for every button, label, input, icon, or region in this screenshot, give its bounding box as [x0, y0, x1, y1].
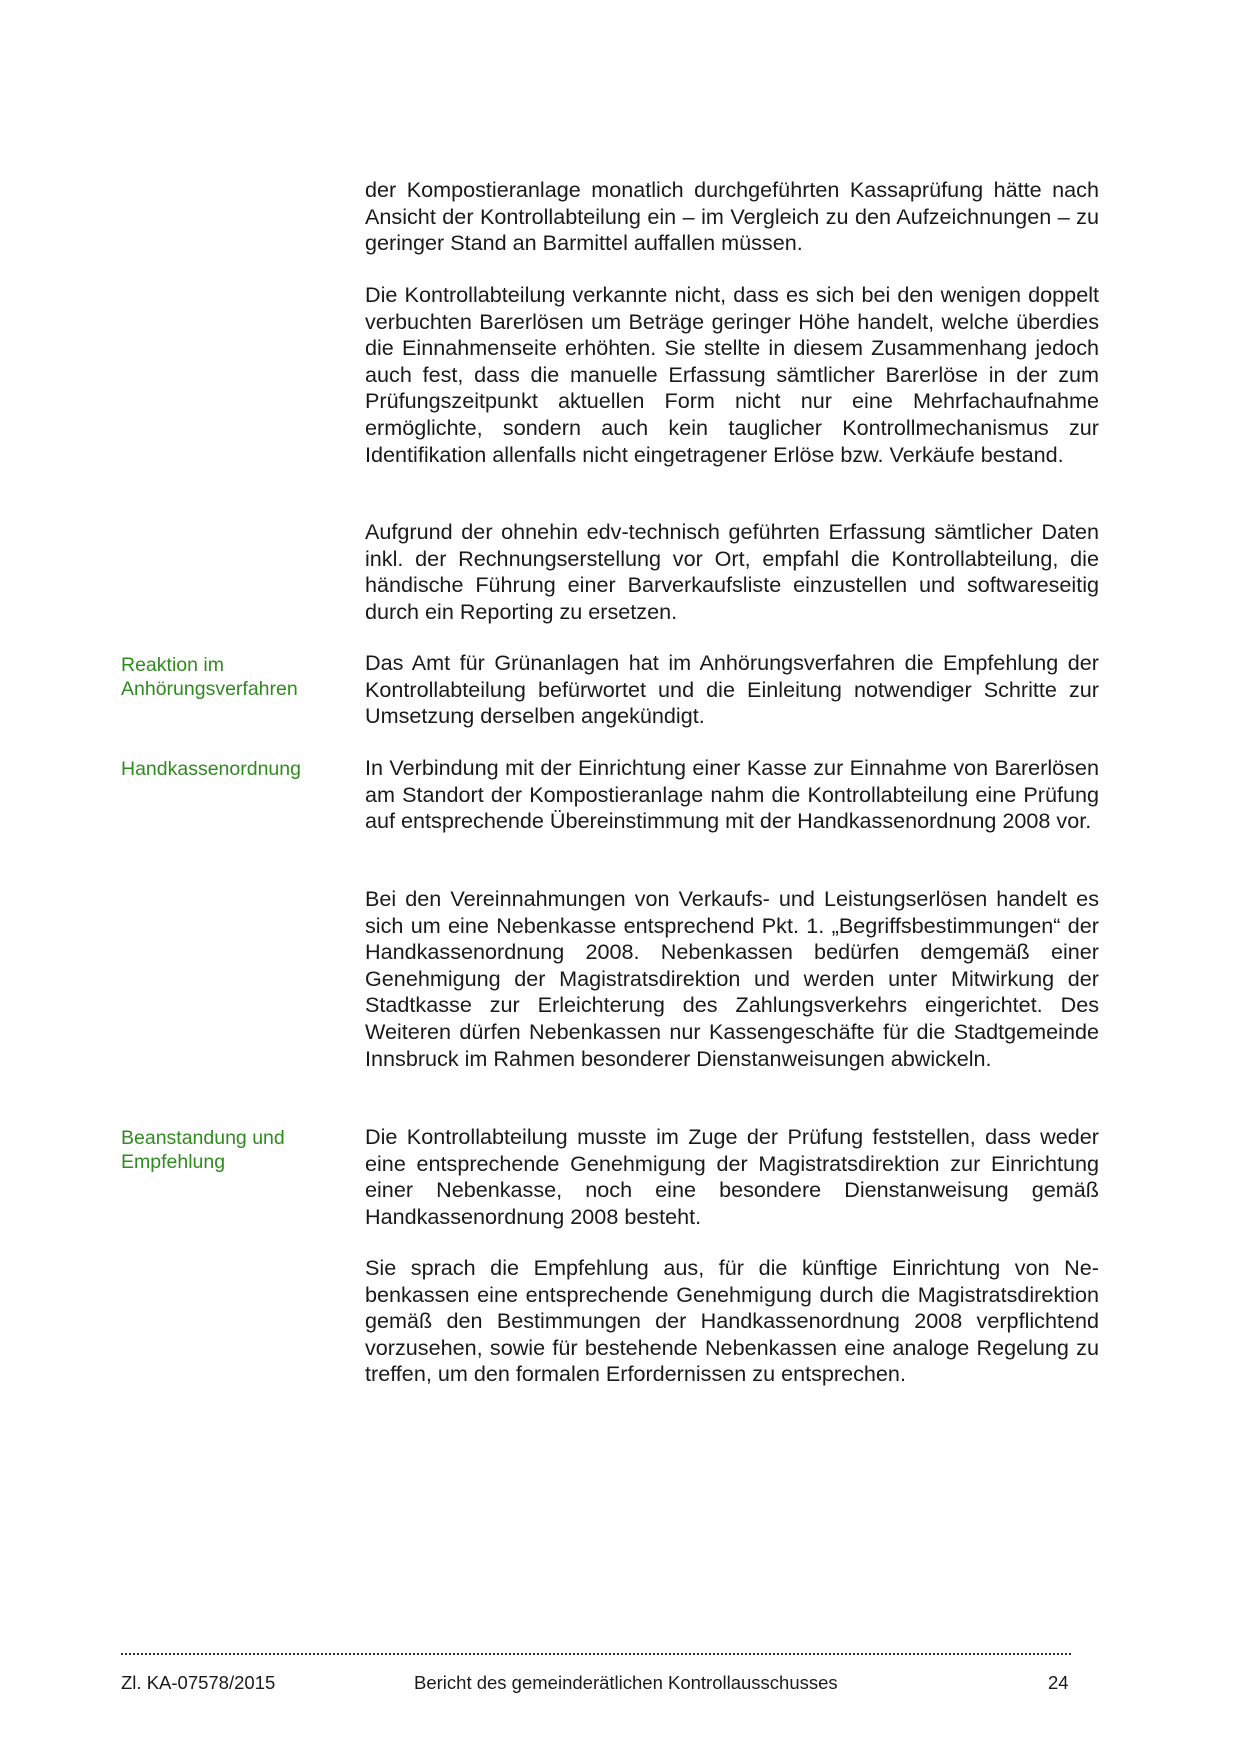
side-label-handkassenordnung-line-1: Handkassenordnung	[121, 758, 301, 780]
body-paragraph-6: Bei den Vereinnahmungen von Verkaufs- und Leistungserlösen handelt es sich um eine Nebenkasse entsprechend Pkt. 1. „Begriffsbestimmungen“ der Handkassenordnung 2008. Nebenkassen bedürfen demgemäß einer Genehmigung der Magistratsdirektion und werden unter Mitwirkung der Stadtkasse zur Erleichterung des Zahlungsverkehrs eingerichtet. Des Weiteren dürfen Nebenkassen nur Kassengeschäfte für die Stadtgemeinde Innsbruck im Rahmen besonderer Dienstanweisungen abwickeln.	[365, 886, 1099, 1071]
body-paragraph-8: Sie sprach die Empfehlung aus, für die künftige Einrichtung von Nebenkassen eine entsprechende Genehmigung durch die Magistratsdirektion gemäß den Bestimmungen der Handkassenordnung 2008 verpflichtend vorzusehen, sowie für bestehende Nebenkassen eine analoge Regelung zu treffen, um den formalen Erfordernissen zu entsprechen.	[365, 1255, 1099, 1387]
side-label-reaktion	[121, 653, 331, 701]
body-paragraph-1: der Kompostieranlage monatlich durchgeführten Kassaprüfung hätte nach Ansicht der Kontrollabteilung ein – im Vergleich zu den Aufzeichnungen – zu geringer Stand an Barmittel auffallen müssen.	[365, 177, 1099, 256]
side-label-beanstandung	[121, 1126, 331, 1174]
body-paragraph-2: Die Kontrollabteilung verkannte nicht, dass es sich bei den wenigen doppelt verbuchten Barerlösen um Beträge geringer Höhe handelt, welche überdies die Einnahmenseite erhöhten. Sie stellte in diesem Zusammenhang jedoch auch fest, dass die manuelle Erfassung sämtlicher Barerlöse in der zum Prüfungszeitpunkt aktuellen Form nicht nur eine Mehrfachaufnahme ermöglichte, sondern auch kein tauglicher Kontrollmechanismus zur Identifikation allenfalls nicht eingetragener Erlöse bzw. Verkäufe bestand.	[365, 282, 1099, 467]
footer-page-number: 24	[1048, 1672, 1069, 1693]
side-label-reaktion-line-2: Anhörungsverfahren	[121, 678, 298, 700]
side-label-beanstandung-line-2: Empfehlung	[121, 1151, 226, 1173]
side-label-reaktion-line-1: Reaktion im	[121, 654, 224, 676]
side-label-handkassenordnung	[121, 757, 331, 781]
footer-reference: Zl. KA-07578/2015	[121, 1672, 276, 1693]
body-paragraph-7: Die Kontrollabteilung musste im Zuge der Prüfung feststellen, dass weder eine entsprechende Genehmigung der Magistratsdirektion zur Einrichtung einer Nebenkasse, noch eine besondere Dienstanweisung gemäß Handkassenordnung 2008 besteht.	[365, 1124, 1099, 1229]
footer-divider	[121, 1653, 1071, 1655]
side-label-beanstandung-line-1: Beanstandung und	[121, 1127, 285, 1149]
body-paragraph-5: In Verbindung mit der Einrichtung einer Kasse zur Einnahme von Barerlösen am Standort der Kompostieranlage nahm die Kontrollabteilung eine Prüfung auf entsprechende Übereinstimmung mit der Handkassenordnung 2008 vor.	[365, 755, 1099, 834]
body-paragraph-3: Aufgrund der ohnehin edv-technisch geführten Erfassung sämtlicher Daten inkl. der Rechnungserstellung vor Ort, empfahl die Kontrollabteilung, die händische Führung einer Barverkaufsliste einzustellen und softwareseitig durch ein Reporting zu ersetzen.	[365, 519, 1099, 624]
footer-report-title: Bericht des gemeinderätlichen Kontrollausschusses	[414, 1672, 838, 1693]
body-paragraph-4: Das Amt für Grünanlagen hat im Anhörungsverfahren die Empfehlung der Kontrollabteilung befürwortet und die Einleitung notwendiger Schritte zur Umsetzung derselben angekündigt.	[365, 650, 1099, 729]
